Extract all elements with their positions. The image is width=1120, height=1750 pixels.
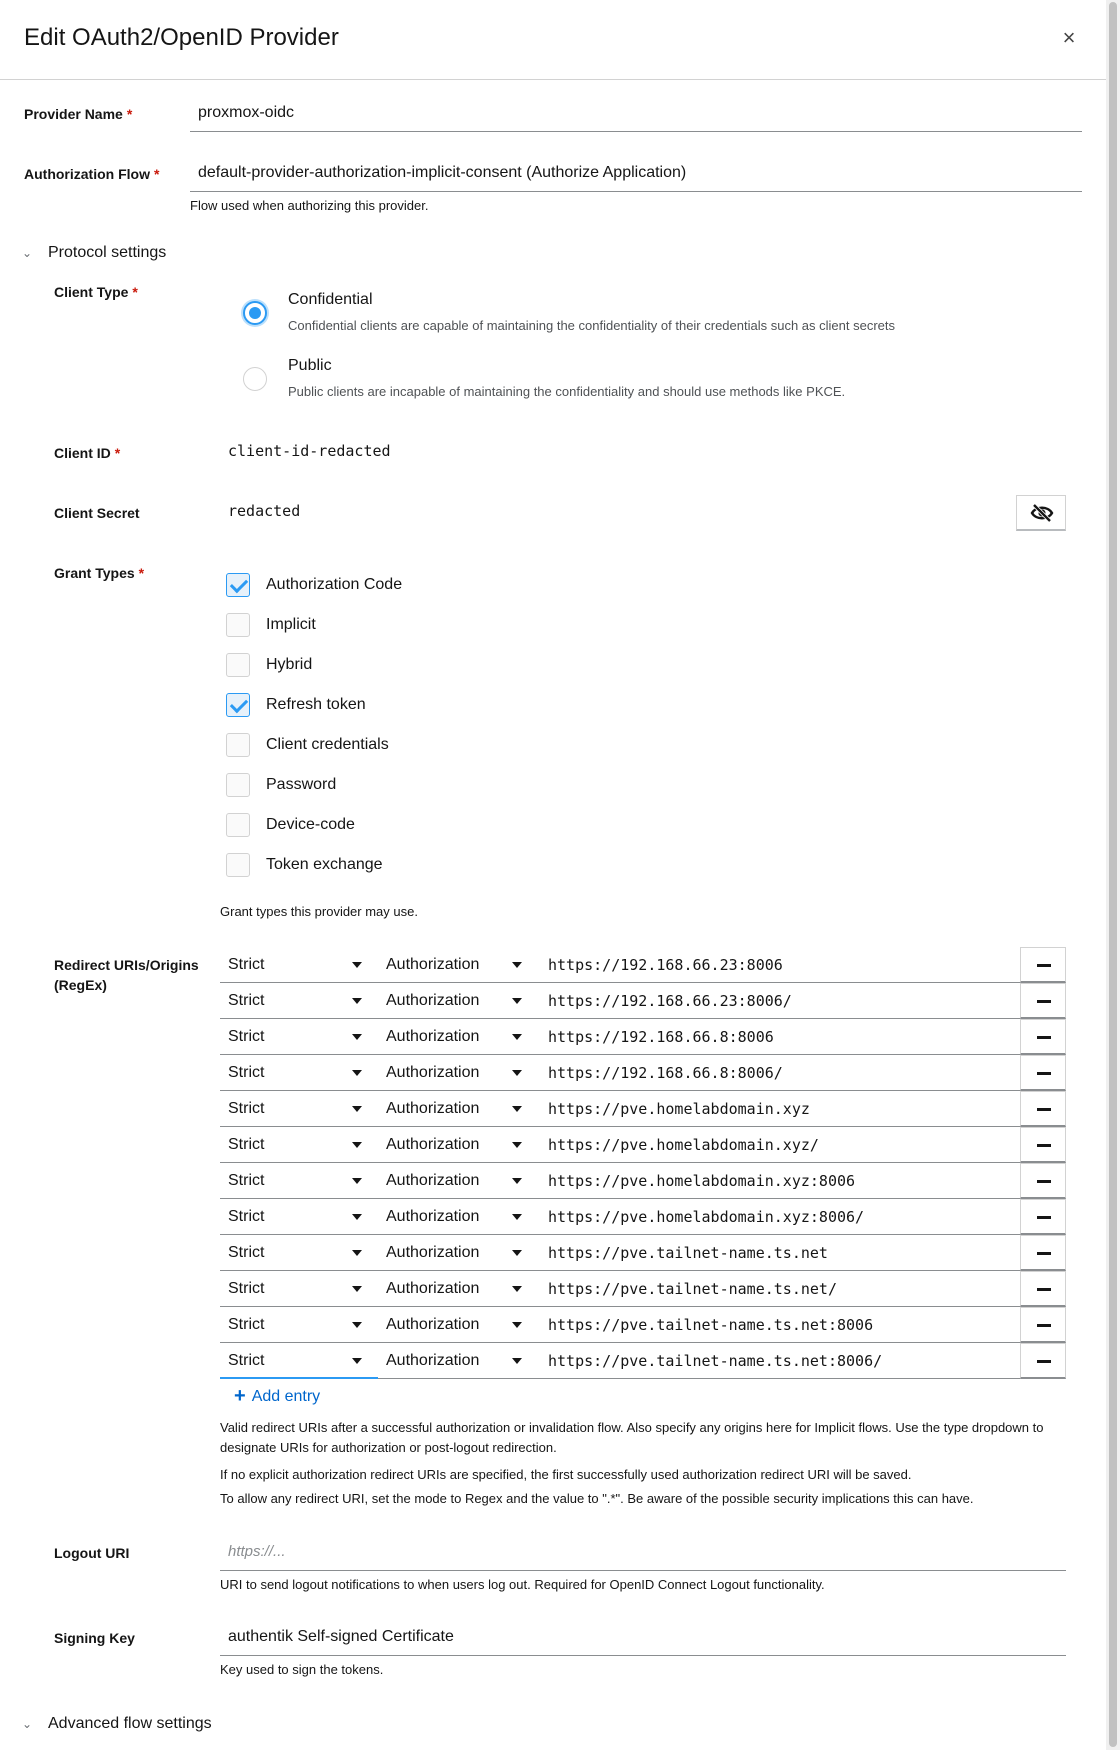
redirect-mode-select[interactable] (220, 1091, 378, 1127)
caret-down-icon (512, 1250, 522, 1256)
remove-entry-button[interactable] (1020, 1343, 1066, 1379)
caret-down-icon (512, 1034, 522, 1040)
remove-entry-button[interactable] (1020, 1127, 1066, 1163)
redirect-mode-value: Strict (228, 1352, 265, 1369)
client-type-confidential-label: Confidential (288, 291, 373, 308)
redirect-type-value: Authorization (386, 992, 480, 1009)
caret-down-icon (512, 1286, 522, 1292)
redirect-mode-value: Strict (228, 1028, 265, 1045)
grant-device-code-label: Device-code (266, 816, 355, 833)
remove-entry-button[interactable] (1020, 1091, 1066, 1127)
redirect-url-input[interactable]: https://pve.tailnet-name.ts.net (538, 1235, 1020, 1271)
redirect-url-input[interactable]: https://192.168.66.8:8006/ (538, 1055, 1020, 1091)
close-icon[interactable]: × (1062, 25, 1076, 50)
redirect-uri-row (220, 983, 1066, 1019)
required-marker: * (138, 565, 145, 581)
authorization-flow-select[interactable]: default-provider-authorization-implicit-consent (Authorize Application) (190, 156, 1082, 192)
chevron-down-icon: ⌄ (22, 246, 33, 260)
redirect-mode-select[interactable] (220, 983, 378, 1019)
redirect-type-select[interactable] (378, 1091, 538, 1127)
redirect-url-input[interactable]: https://pve.homelabdomain.xyz:8006 (538, 1163, 1020, 1199)
signing-key-helper: Key used to sign the tokens. (220, 1662, 384, 1677)
caret-down-icon (352, 1106, 362, 1112)
grant-types-helper: Grant types this provider may use. (220, 904, 418, 919)
remove-entry-button[interactable] (1020, 1163, 1066, 1199)
redirect-uri-row (220, 947, 1066, 983)
redirect-uris-helper-3: To allow any redirect URI, set the mode to Regex and the value to ".*". Be aware of the possible security implications this can have. (220, 1491, 974, 1506)
redirect-mode-value: Strict (228, 1064, 265, 1081)
grant-hybrid-label: Hybrid (266, 656, 313, 673)
redirect-url-input[interactable]: https://pve.homelabdomain.xyz/ (538, 1127, 1020, 1163)
remove-entry-button[interactable] (1020, 1235, 1066, 1271)
redirect-mode-select[interactable] (220, 1019, 378, 1055)
caret-down-icon (352, 1070, 362, 1076)
client-id-label (54, 445, 120, 461)
caret-down-icon (352, 1286, 362, 1292)
redirect-url-input[interactable]: https://192.168.66.23:8006 (538, 947, 1020, 983)
signing-key-select[interactable]: authentik Self-signed Certificate (220, 1620, 1066, 1656)
client-type-public-radio[interactable] (243, 367, 267, 391)
grant-password-checkbox[interactable] (226, 773, 250, 797)
redirect-uri-row (220, 1091, 1066, 1127)
logout-uri-input[interactable] (220, 1535, 1066, 1571)
redirect-type-select[interactable] (378, 1307, 538, 1343)
redirect-mode-value: Strict (228, 1316, 265, 1333)
scrollbar[interactable] (1106, 0, 1120, 1750)
remove-entry-button[interactable] (1020, 1019, 1066, 1055)
redirect-uri-row (220, 1055, 1066, 1091)
grant-client-credentials-label: Client credentials (266, 736, 389, 753)
caret-down-icon (512, 962, 522, 968)
grant-types-label (54, 565, 144, 581)
grant-password-label: Password (266, 776, 337, 793)
redirect-type-select[interactable] (378, 1343, 538, 1379)
caret-down-icon (512, 1322, 522, 1328)
advanced-flow-settings-label: Advanced flow settings (48, 1715, 212, 1732)
caret-down-icon (512, 1214, 522, 1220)
client-type-confidential-desc: Confidential clients are capable of maintaining the confidentiality of their credentials such as client secrets (288, 318, 896, 333)
redirect-mode-select[interactable] (220, 1127, 378, 1163)
add-entry-button[interactable] (234, 1385, 320, 1408)
redirect-type-select[interactable] (378, 1163, 538, 1199)
redirect-type-select[interactable] (378, 947, 538, 983)
authorization-flow-helper: Flow used when authorizing this provider. (190, 198, 429, 213)
protocol-settings-toggle[interactable] (22, 244, 166, 262)
redirect-type-value: Authorization (386, 956, 480, 973)
protocol-settings-label: Protocol settings (48, 244, 167, 261)
redirect-url-input[interactable]: https://192.168.66.23:8006/ (538, 983, 1020, 1019)
redirect-type-value: Authorization (386, 1064, 480, 1081)
redirect-uri-row (220, 1127, 1066, 1163)
caret-down-icon (512, 1106, 522, 1112)
redirect-type-value: Authorization (386, 1352, 480, 1369)
redirect-type-value: Authorization (386, 1316, 480, 1333)
eye-slash-icon (1017, 496, 1067, 530)
caret-down-icon (512, 1358, 522, 1364)
required-marker: * (153, 166, 160, 182)
remove-entry-button[interactable] (1020, 1055, 1066, 1091)
redirect-uri-row (220, 1235, 1066, 1271)
redirect-mode-select[interactable] (220, 1235, 378, 1271)
provider-name-input[interactable]: proxmox-oidc (190, 96, 1082, 132)
remove-entry-button[interactable] (1020, 983, 1066, 1019)
redirect-url-input[interactable]: https://pve.homelabdomain.xyz (538, 1091, 1020, 1127)
redirect-type-select[interactable] (378, 1235, 538, 1271)
grant-implicit-checkbox[interactable] (226, 613, 250, 637)
client-secret-input[interactable]: redacted (228, 502, 301, 520)
redirect-type-value: Authorization (386, 1280, 480, 1297)
redirect-uris-helper-1: Valid redirect URIs after a successful authorization or invalidation flow. Also specify any origins here for Implicit flows. Use the type dropdown to designate URIs for authorization or post-logout redirection. (220, 1420, 1044, 1455)
remove-entry-button[interactable] (1020, 1307, 1066, 1343)
plus-icon: + (234, 1385, 246, 1407)
caret-down-icon (512, 998, 522, 1004)
caret-down-icon (352, 1178, 362, 1184)
redirect-type-value: Authorization (386, 1172, 480, 1189)
redirect-type-value: Authorization (386, 1208, 480, 1225)
caret-down-icon (352, 1142, 362, 1148)
caret-down-icon (352, 962, 362, 968)
grant-authorization-code-checkbox[interactable] (226, 573, 250, 597)
caret-down-icon (352, 1214, 362, 1220)
redirect-mode-select[interactable] (220, 1199, 378, 1235)
authorization-flow-label-text: Authorization Flow (24, 166, 150, 182)
required-marker: * (126, 106, 133, 122)
redirect-mode-value: Strict (228, 992, 265, 1009)
redirect-uris-label (54, 955, 199, 995)
client-secret-label: Client Secret (54, 505, 140, 521)
redirect-mode-value: Strict (228, 1208, 265, 1225)
redirect-mode-select[interactable] (220, 1271, 378, 1307)
redirect-mode-select[interactable] (220, 1163, 378, 1199)
client-id-label-text: Client ID (54, 445, 111, 461)
redirect-type-select[interactable] (378, 1127, 538, 1163)
redirect-type-select[interactable] (378, 1271, 538, 1307)
grant-refresh-token-label: Refresh token (266, 696, 366, 713)
modal-title: Edit OAuth2/OpenID Provider (24, 24, 339, 51)
caret-down-icon (352, 1034, 362, 1040)
signing-key-label: Signing Key (54, 1630, 135, 1646)
required-marker: * (114, 445, 121, 461)
grant-authorization-code-label: Authorization Code (266, 576, 403, 593)
caret-down-icon (352, 1358, 362, 1364)
scrollbar-thumb[interactable] (1109, 2, 1117, 1747)
redirect-mode-value: Strict (228, 1244, 265, 1261)
caret-down-icon (512, 1178, 522, 1184)
remove-entry-button[interactable] (1020, 1271, 1066, 1307)
toggle-secret-visibility-button[interactable] (1016, 495, 1066, 531)
client-type-label (54, 284, 138, 300)
redirect-type-select[interactable] (378, 983, 538, 1019)
caret-down-icon (512, 1142, 522, 1148)
provider-name-label (24, 106, 132, 122)
redirect-type-select[interactable] (378, 1019, 538, 1055)
grant-device-code-checkbox[interactable] (226, 813, 250, 837)
client-type-public-label: Public (288, 357, 332, 374)
redirect-uri-row (220, 1163, 1066, 1199)
redirect-url-input[interactable]: https://pve.tailnet-name.ts.net/ (538, 1271, 1020, 1307)
logout-uri-label: Logout URI (54, 1545, 130, 1561)
redirect-type-value: Authorization (386, 1136, 480, 1153)
remove-entry-button[interactable] (1020, 947, 1066, 983)
authorization-flow-label (24, 166, 159, 182)
required-marker: * (132, 284, 138, 300)
add-entry-label: Add entry (251, 1388, 321, 1405)
redirect-uri-row (220, 1019, 1066, 1055)
caret-down-icon (352, 998, 362, 1004)
caret-down-icon (512, 1070, 522, 1076)
redirect-uri-row (220, 1271, 1066, 1307)
client-id-input[interactable]: client-id-redacted (228, 442, 391, 460)
grant-client-credentials-checkbox[interactable] (226, 733, 250, 757)
grant-implicit-label: Implicit (266, 616, 316, 633)
grant-token-exchange-label: Token exchange (266, 856, 383, 873)
client-type-confidential-radio[interactable] (243, 301, 267, 325)
logout-uri-helper: URI to send logout notifications to when users log out. Required for OpenID Connect Logout functionality. (220, 1577, 825, 1592)
redirect-uris-label-line1: Redirect URIs/Origins (54, 957, 199, 973)
chevron-down-icon: ⌄ (22, 1717, 33, 1731)
redirect-type-select[interactable] (378, 1199, 538, 1235)
redirect-url-input[interactable]: https://pve.homelabdomain.xyz:8006/ (538, 1199, 1020, 1235)
redirect-mode-value: Strict (228, 1280, 265, 1297)
redirect-mode-value: Strict (228, 1172, 265, 1189)
redirect-url-input[interactable]: https://192.168.66.8:8006 (538, 1019, 1020, 1055)
modal-header (0, 0, 1106, 80)
redirect-uri-row (220, 1343, 1066, 1379)
redirect-mode-value: Strict (228, 956, 265, 973)
grant-token-exchange-checkbox[interactable] (226, 853, 250, 877)
redirect-mode-value: Strict (228, 1136, 265, 1153)
redirect-type-value: Authorization (386, 1100, 480, 1117)
caret-down-icon (352, 1250, 362, 1256)
redirect-uri-row (220, 1307, 1066, 1343)
redirect-mode-select[interactable] (220, 1055, 378, 1091)
redirect-uri-row (220, 1199, 1066, 1235)
redirect-url-input[interactable]: https://pve.tailnet-name.ts.net:8006/ (538, 1343, 1020, 1379)
redirect-type-value: Authorization (386, 1028, 480, 1045)
redirect-type-select[interactable] (378, 1055, 538, 1091)
grant-hybrid-checkbox[interactable] (226, 653, 250, 677)
grant-types-label-text: Grant Types (54, 565, 135, 581)
grant-refresh-token-checkbox[interactable] (226, 693, 250, 717)
redirect-mode-select[interactable] (220, 1307, 378, 1343)
provider-name-label-text: Provider Name (24, 106, 123, 122)
client-type-public-desc: Public clients are incapable of maintaining the confidentiality and should use methods like PKCE. (288, 384, 846, 399)
caret-down-icon (352, 1322, 362, 1328)
advanced-flow-settings-toggle[interactable] (22, 1715, 212, 1733)
redirect-type-value: Authorization (386, 1244, 480, 1261)
redirect-uris-helper-2: If no explicit authorization redirect URIs are specified, the first successfully used authorization redirect URI will be saved. (220, 1467, 912, 1482)
redirect-mode-value: Strict (228, 1100, 265, 1117)
redirect-url-input[interactable]: https://pve.tailnet-name.ts.net:8006 (538, 1307, 1020, 1343)
redirect-mode-select[interactable] (220, 947, 378, 983)
redirect-mode-select[interactable] (220, 1343, 378, 1379)
logout-uri-placeholder: https://... (228, 1543, 286, 1560)
remove-entry-button[interactable] (1020, 1199, 1066, 1235)
redirect-uris-label-line2: (RegEx) (54, 977, 107, 993)
client-type-label-text: Client Type (54, 284, 129, 300)
